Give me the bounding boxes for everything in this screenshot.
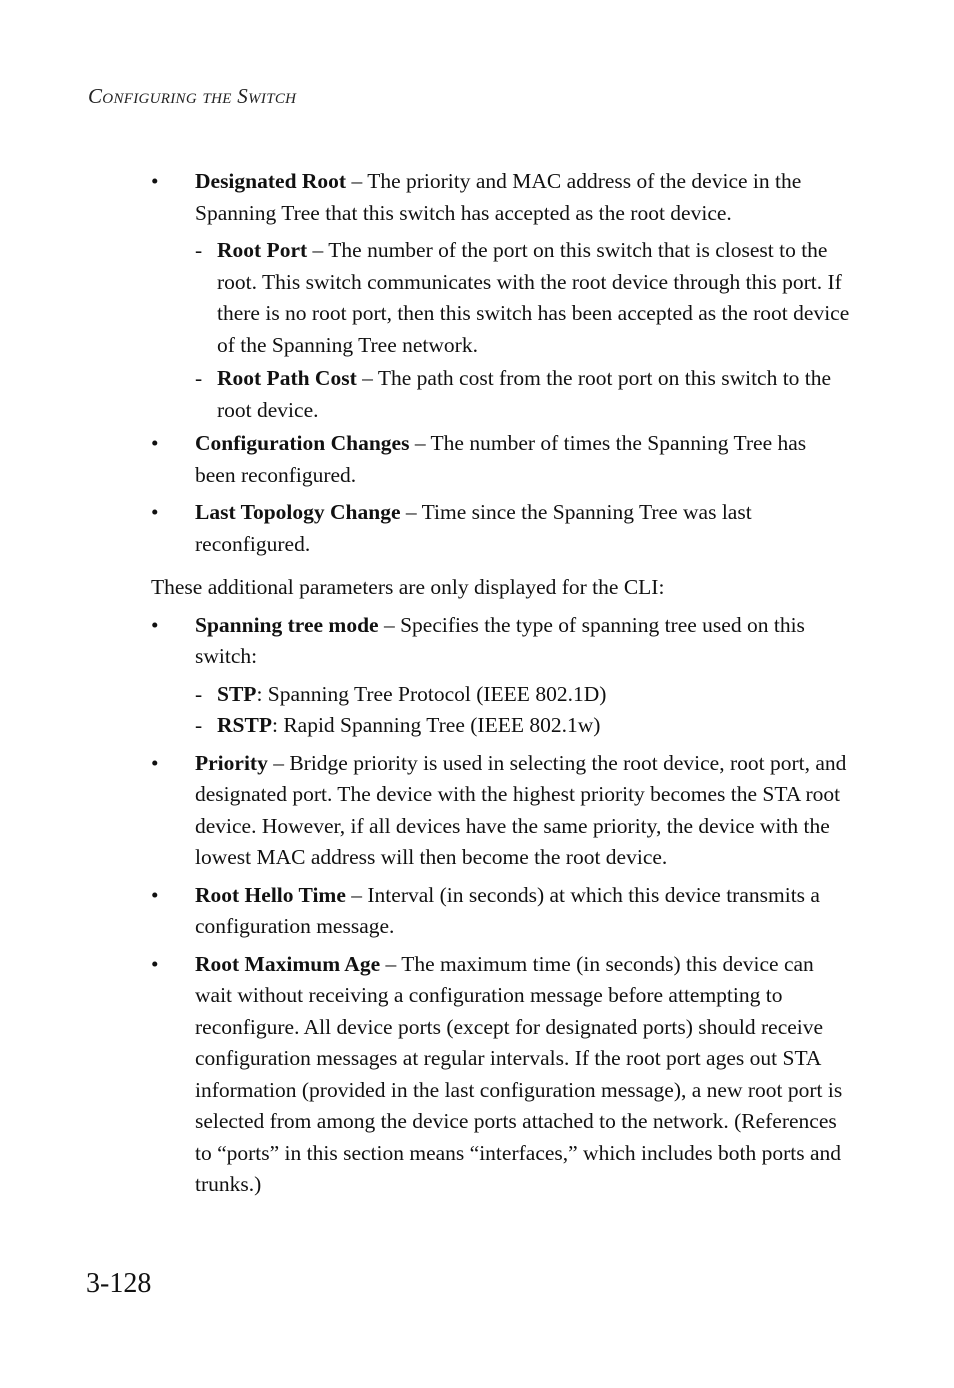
bullet-icon: • xyxy=(151,169,159,193)
desc-root-maximum-age: – The maximum time (in seconds) this device can wait without receiving a configuration message before attempting to reconfigure. All device ports (except for designated ports) should receive configuration messages at regular intervals. If the root port ages out STA information (provided in the last configuration message), a new root port is selected from among the device ports attached to the network. (References to “ports” in this section means “interfaces,” which includes both ports and trunks.) xyxy=(195,951,843,1196)
bullet-icon: • xyxy=(151,612,159,637)
bullet-item-root-hello-time xyxy=(151,880,851,943)
term-rstp: RSTP xyxy=(217,713,272,737)
term-configuration-changes: Configuration Changes xyxy=(195,431,410,455)
desc-priority: – Bridge priority is used in selecting the root device, root port, and designated port. The device with the highest priority becomes the STA root device. However, if all devices have the same priority, the device with the lowest MAC address will then become the root device. xyxy=(195,750,847,869)
term-priority: Priority xyxy=(195,750,268,775)
desc-rstp: : Rapid Spanning Tree (IEEE 802.1w) xyxy=(271,713,601,737)
bullet-item-spanning-tree-mode xyxy=(151,610,851,673)
term-stp: STP xyxy=(217,681,257,706)
main-content xyxy=(151,166,851,1201)
bullet-icon: • xyxy=(151,500,159,524)
desc-configuration-changes: – The number of times the Spanning Tree has been reconfigured. xyxy=(195,431,807,487)
bullet-item-last-topology-change xyxy=(151,497,851,560)
term-root-hello-time: Root Hello Time xyxy=(195,882,346,907)
term-spanning-tree-mode: Spanning tree mode xyxy=(195,612,379,637)
sub-item-stp xyxy=(151,679,851,711)
term-root-maximum-age: Root Maximum Age xyxy=(195,951,381,976)
bullet-icon: • xyxy=(151,750,159,775)
bullet-icon: • xyxy=(151,882,159,907)
sub-item-root-port xyxy=(151,235,851,361)
dash-icon: - xyxy=(195,366,203,390)
desc-root-path-cost: – The path cost from the root port on this switch to the root device. xyxy=(217,366,832,422)
dash-icon: - xyxy=(195,681,203,706)
dash-icon: - xyxy=(195,238,203,262)
sub-item-root-path-cost xyxy=(151,363,851,426)
bullet-item-designated-root xyxy=(151,166,851,229)
term-root-port: Root Port xyxy=(217,238,308,262)
bullet-icon: • xyxy=(151,431,159,455)
desc-designated-root: – The priority and MAC address of the device in the Spanning Tree that this switch has accepted as the root device. xyxy=(195,169,802,225)
term-designated-root: Designated Root xyxy=(195,169,347,193)
bullet-item-configuration-changes xyxy=(151,428,851,491)
desc-spanning-tree-mode: – Specifies the type of spanning tree used on this switch: xyxy=(195,612,805,668)
sub-item-rstp xyxy=(151,710,851,742)
cli-intro-paragraph: These additional parameters are only displayed for the CLI: xyxy=(151,575,665,599)
desc-last-topology-change: – Time since the Spanning Tree was last reconfigured. xyxy=(195,500,752,556)
desc-stp: : Spanning Tree Protocol (IEEE 802.1D) xyxy=(256,681,607,706)
term-root-path-cost: Root Path Cost xyxy=(217,366,357,390)
desc-root-port: – The number of the port on this switch that is closest to the root. This switch communicates with the root device through this port. If there is no root port, then this switch has been accepted as the root device of the Spanning Tree network. xyxy=(217,238,850,357)
bullet-item-priority xyxy=(151,748,851,874)
page-number: 3-128 xyxy=(86,1268,152,1299)
term-last-topology-change: Last Topology Change xyxy=(195,500,401,524)
running-head: Configuring the Switch xyxy=(88,84,297,108)
desc-root-hello-time: – Interval (in seconds) at which this device transmits a configuration message. xyxy=(195,882,820,938)
bullet-icon: • xyxy=(151,951,159,976)
dash-icon: - xyxy=(195,713,203,737)
bullet-item-root-maximum-age xyxy=(151,949,851,1201)
